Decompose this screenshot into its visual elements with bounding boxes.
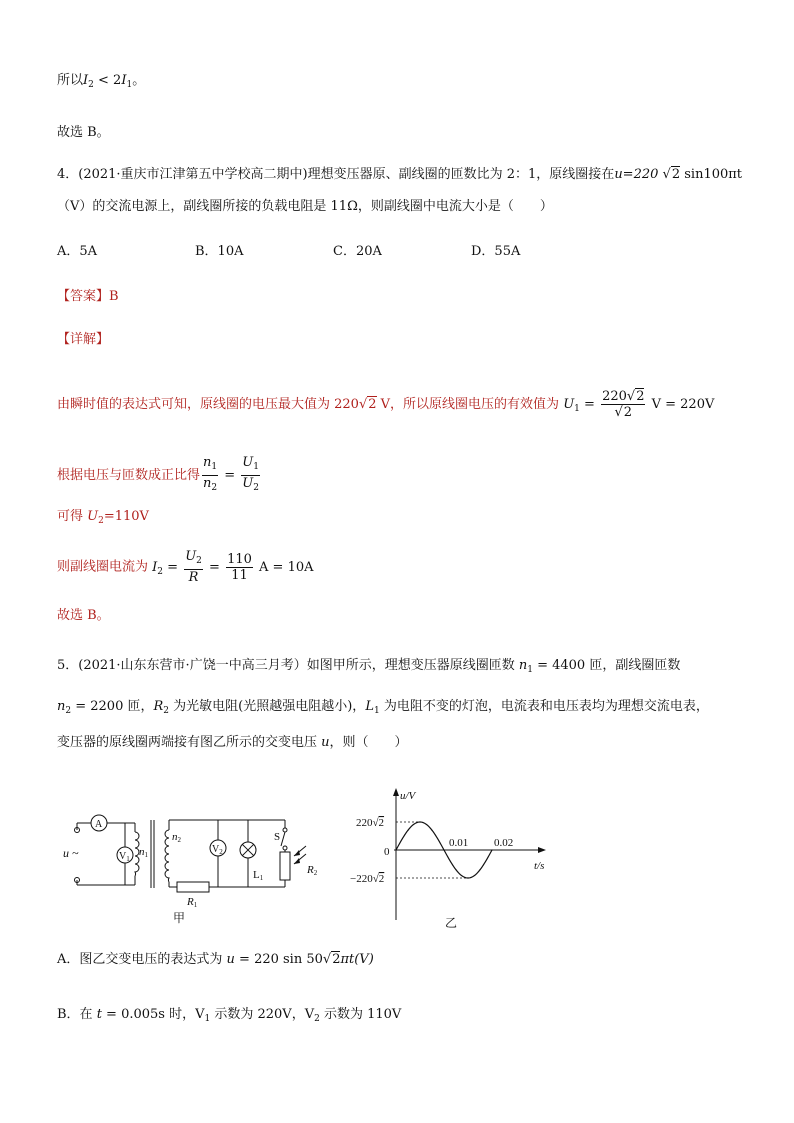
text: 为电阻不变的灯泡，电流表和电压表均为理想交流电表， [379, 699, 709, 714]
n2-label [172, 831, 182, 844]
var-I: I [121, 73, 127, 88]
option-c: C．20A [333, 244, 382, 259]
text: A．图乙交变电压的表达式为 [57, 952, 227, 967]
switch-label: S [274, 831, 281, 843]
text: 。 [132, 73, 146, 88]
y-max-sqrt: 2 [378, 817, 385, 829]
subscript: 2 [65, 706, 72, 716]
q5-stem-line1 [57, 656, 680, 680]
subscript: 2 [163, 706, 170, 716]
text: 匝， [123, 699, 154, 714]
v1-sub: 1 [126, 855, 130, 863]
ammeter-label: A [95, 819, 103, 830]
var-L: L [365, 699, 374, 714]
secondary-coil [165, 830, 169, 882]
sqrt-content: 2 [332, 952, 341, 967]
var-V: V [304, 1007, 315, 1022]
q4-options [57, 242, 609, 262]
text: = 2200 [71, 699, 124, 714]
fraction: $\frac{220√2}{√2}$ [602, 389, 645, 420]
text: 匝，副线圈匝数 [585, 658, 681, 673]
var-u: u [321, 735, 330, 750]
y-max-label: 220√2 [356, 817, 385, 829]
subscript: 1 [204, 1014, 211, 1024]
n1-label [139, 846, 149, 859]
text: 为光敏电阻(光照越强电阻越小)， [169, 699, 366, 714]
subscript: 1 [527, 665, 533, 675]
q4-explanation-4 [57, 549, 314, 588]
y-min-value: −220 [350, 873, 373, 885]
subscript: 2 [157, 566, 164, 577]
text: = 4400 [532, 658, 586, 673]
lamp-label [253, 869, 264, 882]
voltage-waveform-chart [350, 785, 550, 935]
y-max-value: 220 [356, 817, 373, 829]
text: 示数为 220V， [210, 1007, 305, 1022]
sqrt-content: 2 [636, 389, 645, 404]
var-R: R [153, 699, 164, 714]
sqrt-content: 2 [623, 405, 633, 420]
text: = 0.005s 时， [101, 1007, 196, 1022]
text: = 220 sin 50 [234, 952, 323, 967]
subscript: 2 [314, 1014, 320, 1024]
text: 可得 [57, 509, 88, 524]
q4-detail-label: 【详解】 [57, 332, 110, 347]
q5-stem-line3 [57, 733, 408, 753]
subscript: 2 [88, 80, 94, 90]
x-tick-label-2: 0.02 [494, 837, 514, 849]
subscript: 2 [253, 483, 259, 493]
text: 变压器的原线圈两端接有图乙所示的交变电压 [57, 735, 322, 750]
sqrt-content: 2 [671, 167, 681, 182]
prev-answer-choice: 故选 B。 [57, 125, 110, 140]
r2-sub: 2 [313, 869, 318, 877]
option-a: A．5A [57, 244, 98, 259]
var-R: R [188, 570, 199, 585]
x-axis-arrow [538, 847, 546, 853]
v2-letter: V [212, 844, 220, 855]
x-tick-label-1: 0.01 [449, 837, 469, 849]
waveform-point [491, 849, 492, 850]
formula: u=220 [614, 167, 663, 182]
var-I: I [83, 73, 89, 88]
y-min-sqrt: 2 [378, 873, 385, 885]
text: πt(V) [340, 952, 374, 967]
subscript: 1 [373, 706, 380, 716]
var-U: U [185, 549, 197, 564]
circuit-u-label: u ~ [63, 846, 79, 860]
subscript: 1 [211, 462, 218, 472]
fraction [184, 549, 203, 585]
prev-conclusion-line [57, 71, 145, 95]
subscript: 2 [196, 556, 202, 566]
q4-explanation-1: 由瞬时值的表达式可知，原线圈的电压最大值为 220√2 V，所以原线圈电压的有效值为 $U_1$ = $\frac{220√2}{√2}$ V = 220V [57, 389, 715, 420]
option-d: D．55A [471, 244, 521, 259]
q5-stem-line2 [57, 697, 709, 721]
text: 4．(2021·重庆市江津第五中学校高二期中)理想变压器原、副线圈的匝数比为 2：1，原线圈接在 [57, 167, 615, 182]
q5-option-b [57, 1005, 401, 1029]
figure-caption-yi: 乙 [445, 916, 458, 930]
text: = [579, 397, 600, 412]
photoresistor-r2 [280, 852, 290, 880]
x-axis-label: t/s [534, 860, 545, 872]
text: A = 10A [254, 559, 314, 575]
r2-letter: R [307, 864, 314, 876]
q4-stem-line1: 4．(2021·重庆市江津第五中学校高二期中)理想变压器原、副线圈的匝数比为 2：1，原线圈接在u=220 √2 sin100πt [57, 167, 743, 182]
waveform-point [479, 869, 480, 870]
text: 由瞬时值的表达式可知，原线圈的电压最大值为 220 [57, 397, 359, 412]
waveform-point [407, 830, 408, 831]
circuit-diagram [55, 790, 345, 930]
q4-explanation-2 [57, 455, 262, 496]
switch-contact-2 [283, 846, 287, 850]
waveform-point [395, 849, 396, 850]
q5-option-a: A．图乙交变电压的表达式为 u = 220 sin 50√2πt(V) [57, 952, 374, 967]
var-U: U [242, 476, 254, 491]
formula: sin100πt [680, 167, 743, 182]
waveform-point [419, 821, 420, 822]
figure-caption-jia: 甲 [173, 911, 186, 925]
waveform-point [455, 869, 456, 870]
n2-letter: n [172, 831, 178, 843]
waveform-point [431, 830, 432, 831]
var-U: U [563, 397, 575, 412]
var-U: U [87, 509, 99, 524]
text: ，则（ ） [329, 735, 408, 750]
n1-letter: n [139, 846, 145, 858]
text: = [163, 559, 183, 575]
fraction [226, 552, 253, 583]
text: 所以 [57, 73, 84, 88]
n1-sub: 1 [144, 851, 148, 859]
text: V = 220V [647, 397, 715, 412]
var-U: U [242, 455, 254, 470]
switch-contact [283, 828, 287, 832]
var-V: V [195, 1007, 205, 1022]
var-n: n [57, 699, 66, 714]
y-min-label: −220√2 [350, 873, 385, 885]
subscript: 1 [126, 80, 133, 90]
v2-sub: 2 [219, 848, 223, 856]
n2-sub: 2 [177, 836, 181, 844]
l1-sub: 1 [259, 874, 264, 882]
v1-letter: V [119, 851, 127, 862]
text: =110V [103, 509, 149, 524]
y-axis-arrow [393, 788, 399, 796]
denominator: 11 [231, 567, 248, 583]
text: = [204, 559, 225, 575]
text: 5．(2021·山东东营市·广饶一中高三月考）如图甲所示，理想变压器原线圈匝数 [57, 658, 519, 673]
text: 则副线圈电流为 [57, 559, 153, 575]
r1-sub: 1 [193, 901, 198, 909]
switch-blade [281, 832, 285, 846]
origin-label: 0 [384, 846, 390, 858]
text: = [220, 468, 240, 483]
waveform-point [467, 877, 468, 878]
text: 根据电压与匝数成正比得 [57, 468, 201, 483]
v1-label [119, 851, 130, 863]
var-t: t [96, 1007, 102, 1022]
y-axis-label: u/V [400, 790, 416, 802]
fraction [202, 455, 218, 496]
option-b: B．10A [195, 244, 244, 259]
subscript: 1 [574, 404, 580, 414]
text: 示数为 110V [319, 1007, 402, 1022]
var-u: u [226, 952, 235, 967]
text: < 2 [93, 73, 122, 88]
var-n: n [203, 455, 212, 470]
v2-label [212, 844, 223, 856]
r1-letter: R [187, 896, 194, 908]
subscript: 2 [98, 516, 104, 526]
text: V，所以原线圈电压的有效值为 [376, 397, 564, 412]
numerator: 220 [602, 389, 627, 404]
l1-letter: L [253, 869, 260, 881]
var-I: I [152, 559, 158, 575]
q4-stem-line2: （V）的交流电源上，副线圈所接的负载电阻是 11Ω，则副线圈中电流大小是（ ） [57, 199, 553, 214]
var-n: n [518, 658, 528, 673]
r1-label [186, 896, 198, 909]
q4-explanation-3 [57, 507, 149, 531]
subscript: 2 [211, 483, 218, 493]
subscript: 1 [253, 462, 259, 472]
q4-answer: 【答案】B [57, 289, 119, 304]
r2-label [306, 864, 318, 877]
text: B．在 [57, 1007, 97, 1022]
numerator: 110 [227, 551, 252, 567]
var-n: n [203, 476, 212, 491]
sqrt-content: 2 [368, 397, 377, 412]
resistor-r1 [177, 882, 209, 892]
q4-final: 故选 B。 [57, 608, 110, 623]
waveform-point [443, 849, 444, 850]
fraction [241, 455, 260, 496]
